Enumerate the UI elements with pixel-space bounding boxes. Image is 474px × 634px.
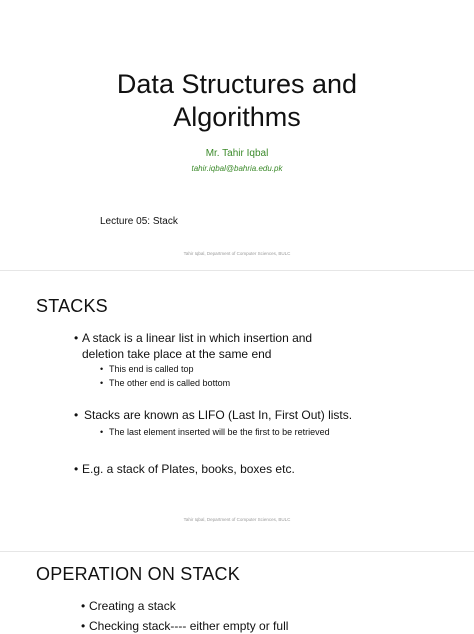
bullet-text-line: deletion take place at the same end — [82, 347, 272, 361]
title-slide — [0, 0, 474, 270]
operations-slide — [0, 552, 474, 632]
presenter-name: Mr. Tahir Iqbal — [205, 148, 269, 159]
sub-bullet-text: The last element inserted will be the first to be retrieved — [109, 427, 330, 437]
bullet-item — [74, 330, 313, 362]
bullet-text-line: E.g. a stack of Plates, books, boxes etc. — [82, 462, 295, 476]
bullet-icon: • — [100, 378, 104, 388]
stacks-slide — [0, 271, 474, 551]
bullet-icon: • — [74, 408, 79, 422]
bullet-icon: • — [81, 599, 86, 613]
bullet-text-line: A stack is a linear list in which insertion and — [82, 331, 313, 345]
slide-footer: Tahir Iqbal, Department of Computer Sciences, BULC — [183, 517, 291, 522]
slide-heading: STACKS — [36, 296, 108, 316]
bullet-text-line: Checking stack---- either empty or full — [89, 619, 289, 633]
bullet-icon: • — [74, 331, 79, 345]
bullet-item — [74, 407, 353, 423]
slide-title — [0, 68, 474, 134]
presenter-email: tahir.iqbal@bahria.edu.pk — [191, 164, 283, 173]
slide-heading: OPERATION ON STACK — [36, 564, 240, 584]
bullet-item — [81, 598, 176, 614]
slide-title-line-1: Data Structures and — [116, 69, 358, 99]
bullet-icon: • — [100, 427, 104, 437]
bullet-icon: • — [81, 619, 86, 633]
bullet-icon: • — [100, 364, 104, 374]
slide-footer: Tahir Iqbal, Department of Computer Sciences, BULC — [183, 251, 291, 256]
bullet-item — [74, 461, 295, 477]
sub-bullet-text: This end is called top — [109, 364, 194, 374]
sub-bullet-text: The other end is called bottom — [109, 378, 231, 388]
sub-bullet-item — [100, 363, 194, 375]
sub-bullet-item — [100, 426, 330, 438]
slide-title-line-2: Algorithms — [173, 102, 301, 132]
bullet-text-line: Creating a stack — [89, 599, 176, 613]
bullet-text-line: Stacks are known as LIFO (Last In, First Out) lists. — [84, 408, 353, 422]
lecture-label: Lecture 05: Stack — [100, 216, 178, 227]
sub-bullet-item — [100, 377, 231, 389]
bullet-icon: • — [74, 462, 79, 476]
